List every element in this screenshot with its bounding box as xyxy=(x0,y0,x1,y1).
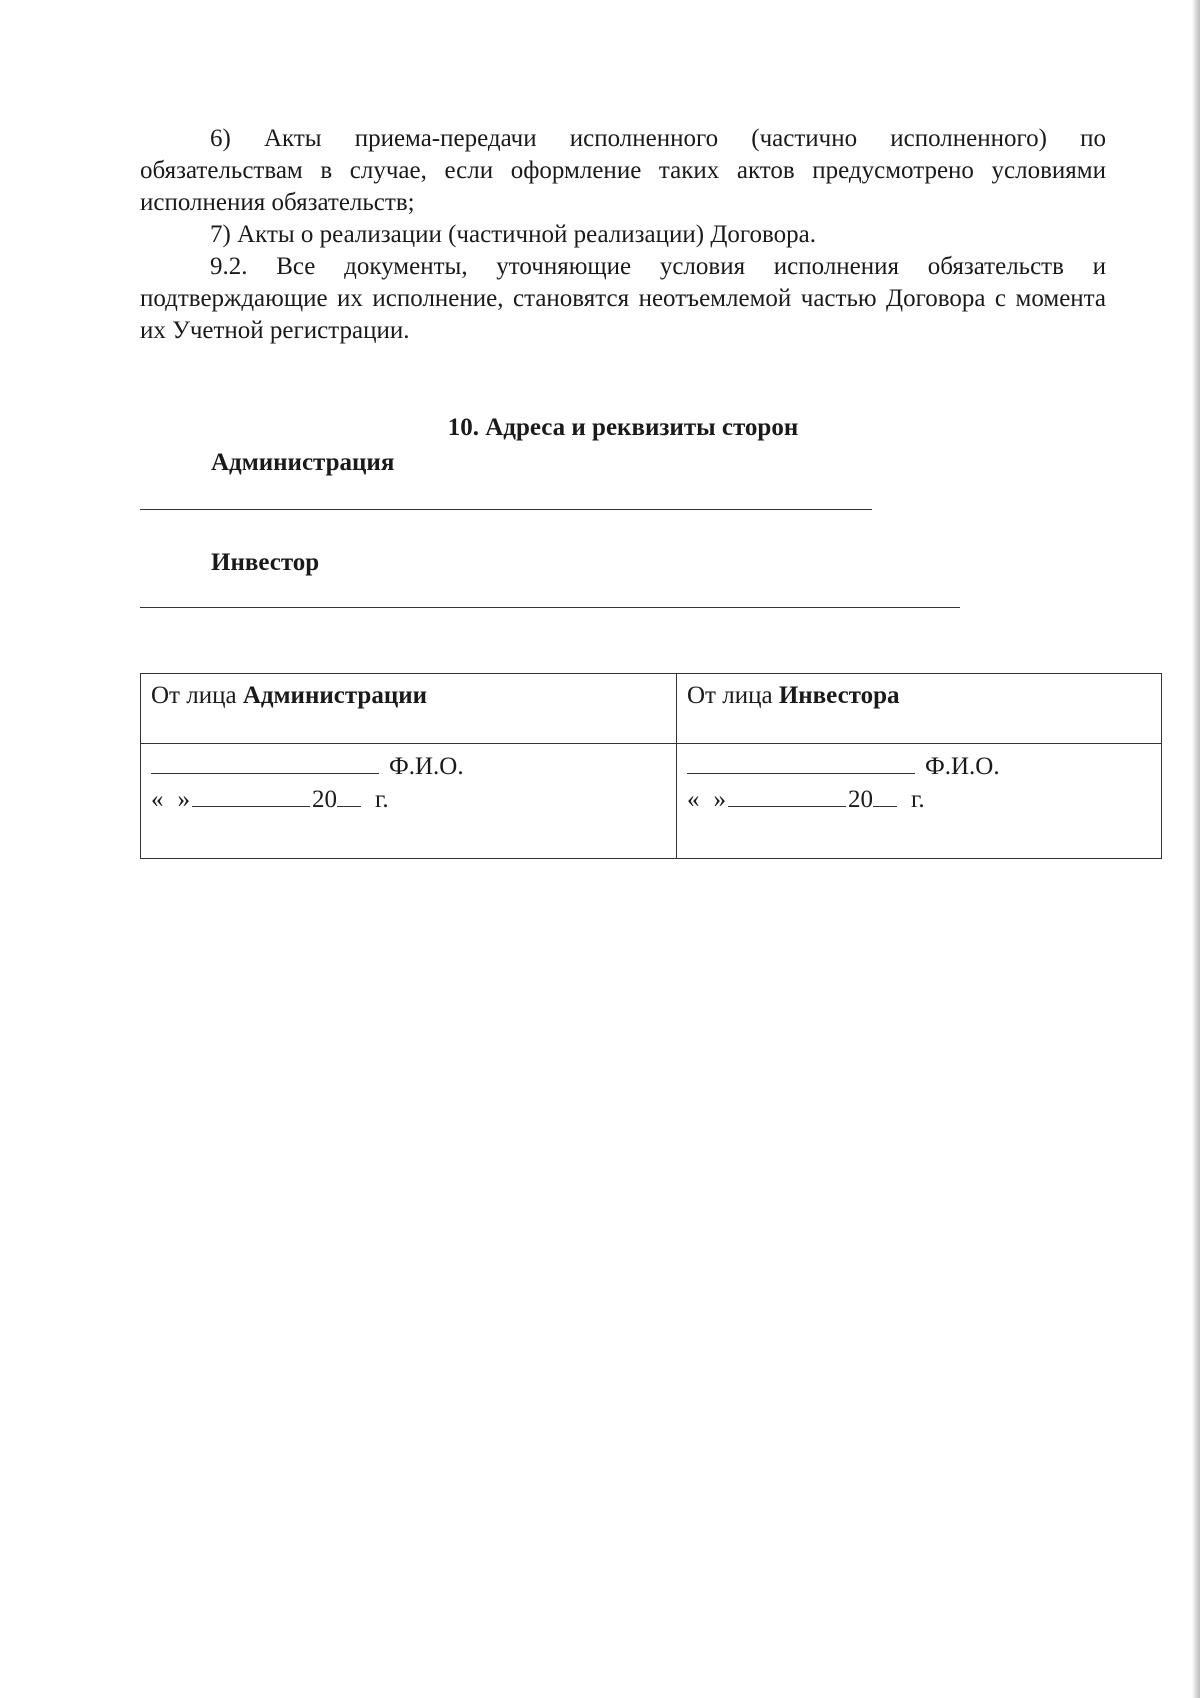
century-label: 20 xyxy=(848,786,873,813)
paragraph-item-7: 7) Акты о реализации (частичной реализации) Договора. xyxy=(210,221,816,248)
investor-signature-header xyxy=(677,674,1162,744)
header-party-investor: Инвестора xyxy=(778,682,900,709)
administration-signature-line xyxy=(151,750,676,783)
administration-label: Администрация xyxy=(211,449,395,476)
open-quote: « xyxy=(151,786,164,813)
header-party-administration: Администрации xyxy=(242,682,428,709)
investor-date-line xyxy=(687,783,1161,816)
paragraph-item-6: 6) Акты приема-передачи исполненного (частично исполненного) по обязательствам в случае, если оформление таких актов предусмотрено условиями исполнения обязательств; xyxy=(140,125,1106,216)
year-suffix: г. xyxy=(911,786,925,813)
section-heading: 10. Адреса и реквизиты сторон xyxy=(447,414,799,441)
century-label: 20 xyxy=(312,786,337,813)
investor-details-line xyxy=(140,607,960,608)
month-blank xyxy=(728,806,846,807)
administration-signature-header xyxy=(141,674,677,744)
close-quote: » xyxy=(713,786,726,813)
signature-table-body-row xyxy=(141,744,1162,859)
month-blank xyxy=(192,806,310,807)
administration-signature-cell xyxy=(141,744,677,859)
fio-label: Ф.И.О. xyxy=(389,753,464,780)
administration-date-line xyxy=(151,783,676,816)
signature-table xyxy=(140,673,1162,859)
page-edge-shadow xyxy=(1192,0,1200,1698)
fio-label: Ф.И.О. xyxy=(925,753,1000,780)
signature-blank xyxy=(151,773,379,774)
year-suffix: г. xyxy=(375,786,389,813)
open-quote: « xyxy=(687,786,700,813)
investor-signature-line xyxy=(687,750,1161,783)
close-quote: » xyxy=(177,786,190,813)
signature-blank xyxy=(687,773,915,774)
paragraph-clause-9-2: 9.2. Все документы, уточняющие условия исполнения обязательств и подтверждающие их исполнение, становятся неотъемлемой частью Договора с момента их Учетной регистрации. xyxy=(140,253,1106,344)
signature-table-header-row xyxy=(141,674,1162,744)
investor-label: Инвестор xyxy=(211,549,320,576)
investor-signature-cell xyxy=(677,744,1162,859)
year-blank xyxy=(873,806,897,807)
header-prefix: От лица xyxy=(687,682,779,709)
year-blank xyxy=(337,806,361,807)
header-prefix: От лица xyxy=(151,682,243,709)
administration-details-line xyxy=(140,509,872,510)
